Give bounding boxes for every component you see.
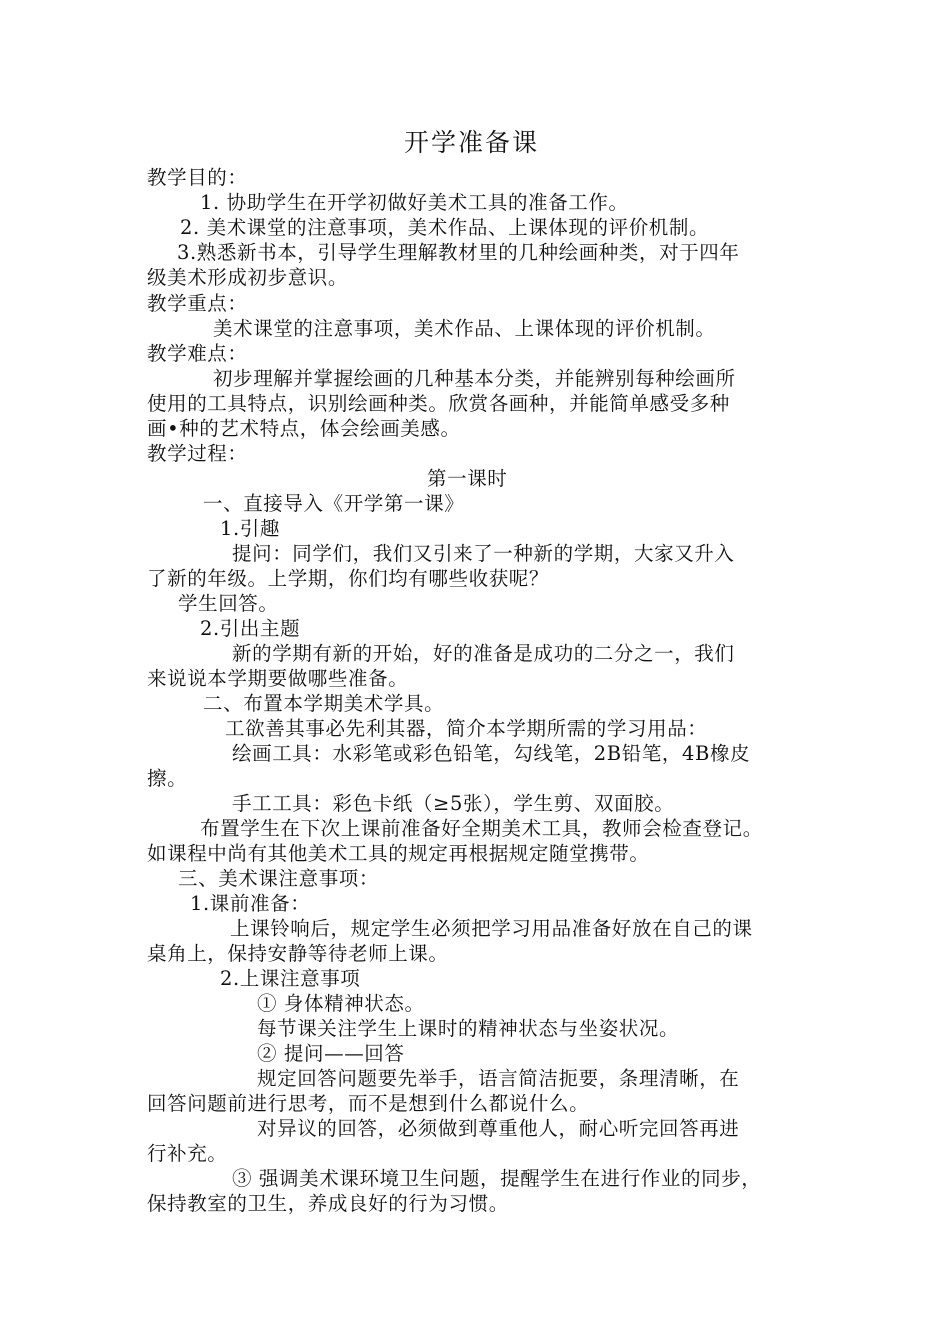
difficulties-text-line-1: 初步理解并掌握绘画的几种基本分类，并能辨别每种绘画所 <box>213 367 736 390</box>
sub-item-3-text-line-1: ③ 强调美术课环境卫生问题，提醒学生在进行作业的同步， <box>232 1167 762 1190</box>
sub-item-1-text: 每节课关注学生上课时的精神状态与坐姿状况。 <box>257 1017 680 1040</box>
part-2-heading: 二、布置本学期美术学具。 <box>203 692 445 715</box>
document-title: 开学准备课 <box>404 128 540 157</box>
paragraph-question-line-1: 提问：同学们，我们又引来了一种新的学期，大家又升入 <box>232 542 735 565</box>
section-heading-process: 教学过程： <box>147 442 248 465</box>
lesson-period-heading: 第一课时 <box>427 467 508 490</box>
paragraph-before-class-line-2: 桌角上，保持安静等待老师上课。 <box>147 942 449 965</box>
paragraph-before-class-line-1: 上课铃响后，规定学生必须把学习用品准备好放在自己的课 <box>230 917 753 940</box>
key-points-text: 美术课堂的注意事项，美术作品、上课体现的评价机制。 <box>213 317 716 340</box>
objective-item-3-cont: 级美术形成初步意识。 <box>147 266 349 289</box>
objective-item-3: 3.熟悉新书本，引导学生理解教材里的几种绘画种类，对于四年 <box>177 241 740 264</box>
paragraph-drawing-tools-line-2: 擦。 <box>147 767 188 790</box>
section-heading-objectives: 教学目的： <box>147 166 248 189</box>
section-heading-difficulties: 教学难点： <box>147 342 248 365</box>
part-3-step-1: 1.课前准备： <box>190 892 311 915</box>
objective-item-1: 1. 协助学生在开学初做好美术工具的准备工作。 <box>200 191 629 214</box>
sub-item-2-text-line-4: 行补充。 <box>147 1142 228 1165</box>
paragraph-question-line-2: 了新的年级。上学期，你们均有哪些收获呢？ <box>147 567 550 590</box>
part-3-heading: 三、美术课注意事项： <box>178 867 380 890</box>
sub-item-1-heading: ① 身体精神状态。 <box>257 992 425 1015</box>
part-1-step-1: 1.引趣 <box>220 517 281 540</box>
difficulties-text-line-2: 使用的工具特点，识别绘画种类。欣赏各画种，并能简单感受多种 <box>147 392 730 415</box>
sub-item-2-heading: ② 提问——回答 <box>257 1042 405 1065</box>
sub-item-2-text-line-3: 对异议的回答，必须做到尊重他人，耐心听完回答再进 <box>257 1117 740 1140</box>
sub-item-2-text-line-2: 回答问题前进行思考，而不是想到什么都说什么。 <box>147 1092 590 1115</box>
section-heading-key-points: 教学重点： <box>147 292 248 315</box>
paragraph-tools-intro: 工欲善其事必先利其器，简介本学期所需的学习用品： <box>225 717 708 740</box>
paragraph-arrangement-line-2: 如课程中尚有其他美术工具的规定再根据规定随堂携带。 <box>147 842 650 865</box>
part-1-step-2: 2.引出主题 <box>200 617 301 640</box>
objective-item-2: 2. 美术课堂的注意事项，美术作品、上课体现的评价机制。 <box>180 216 710 239</box>
paragraph-theme-line-1: 新的学期有新的开始，好的准备是成功的二分之一，我们 <box>232 642 735 665</box>
sub-item-3-text-line-2: 保持教室的卫生，养成良好的行为习惯。 <box>147 1192 509 1215</box>
paragraph-drawing-tools-line-1: 绘画工具：水彩笔或彩色铅笔，勾线笔，2B铅笔，4B橡皮 <box>232 742 751 765</box>
part-3-step-2: 2.上课注意事项 <box>220 967 361 990</box>
sub-item-2-text-line-1: 规定回答问题要先举手，语言简洁扼要，条理清晰，在 <box>257 1067 740 1090</box>
paragraph-arrangement-line-1: 布置学生在下次上课前准备好全期美术工具，教师会检查登记。 <box>200 817 763 840</box>
paragraph-craft-tools: 手工工具：彩色卡纸（≥5张），学生剪、双面胶。 <box>232 792 675 815</box>
paragraph-theme-line-2: 来说说本学期要做哪些准备。 <box>147 667 409 690</box>
part-1-heading: 一、直接导入《开学第一课》 <box>203 492 465 515</box>
paragraph-student-answer: 学生回答。 <box>178 592 279 615</box>
difficulties-text-line-3: 画•种的艺术特点，体会绘画美感。 <box>147 417 461 440</box>
